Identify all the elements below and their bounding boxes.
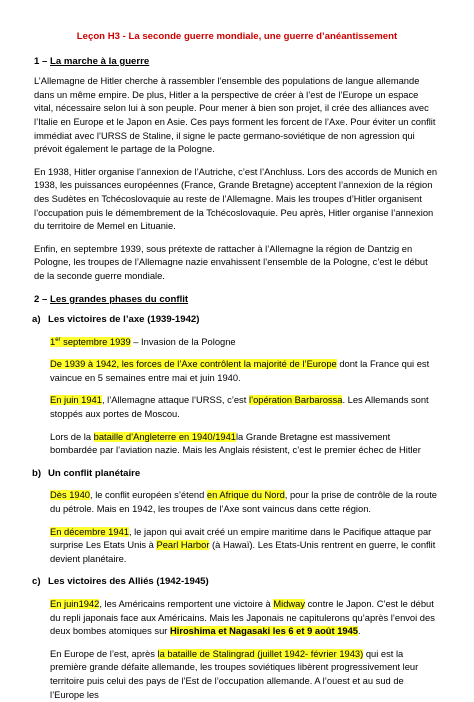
event-stalingrad: En Europe de l’est, après la bataille de Stalingrad (juillet 1942- février 1943) qui est la première grande défaite allemande, les troupes soviétiques libèrent progressivement leur territoire puis celui des pays de l’Est de l’occupation allemande. A l’ouest et au sud de l’Europe les: [50, 648, 419, 700]
event-invasion-pologne: 1er septembre 1939 – Invasion de la Pologne: [50, 336, 236, 347]
section-1-paragraph-3: Enfin, en septembre 1939, sous prétexte de rattacher à l’Allemagne la région de Dantzig en Pologne, les troupes de l’Allemagne nazie envahissent l’ensemble de la Pologne, c’est le début de la seconde guerre mondiale.: [34, 243, 428, 281]
highlight-text: Pearl Harbor: [156, 540, 210, 551]
section-1-paragraph-2: En 1938, Hitler organise l’annexion de l’Autriche, c’est l’Anchluss. Lors des accords de Munich en 1938, les puissances européennes (France, Grande Bretagne) acceptent l’annexion de la région des Sudètes en Tchécoslovaquie au reste de l’Allemagne. Mais les troupes d’Hitler organisent l’occupation puis le démembrement de la Tchécoslovaquie. Peu après, Hitler organise l’annexion du territoire de Memel en Lituanie.: [34, 166, 438, 232]
highlight-text: bataille d’Angleterre en 1940/1941: [93, 431, 236, 442]
event-barbarossa: En juin 1941, l’Allemagne attaque l’URSS, c’est l’opération Barbarossa. Les Allemands sont stoppés aux portes de Moscou.: [50, 395, 429, 420]
highlight-text: la bataille de Stalingrad (juillet 1942- février 1943): [157, 648, 364, 659]
subsection-b-title: Un conflit planétaire: [48, 467, 141, 479]
subsection-b-content: [34, 489, 440, 566]
highlight-date: 1er septembre 1939: [50, 336, 131, 347]
section-1-title: La marche à la guerre: [50, 55, 150, 67]
highlight-text: Midway: [273, 599, 306, 609]
subsection-c-heading: [34, 575, 440, 589]
subsection-c-content: [34, 598, 440, 702]
highlight-text-bold: Hiroshima et Nagasaki les 6 et 9 août 1945: [169, 626, 358, 637]
lesson-title: Leçon H3 - La seconde guerre mondiale, une guerre d’anéantissement: [76, 31, 398, 42]
subsection-a-content: [34, 336, 440, 458]
event-afrique-nord: Dès 1940, le conflit européen s’étend en Afrique du Nord, pour la prise de contrôle de la route du pétrole. Mais en 1942, les troupes de l’Axe sont vaincus dans cette région.: [50, 490, 437, 515]
section-1-paragraph-1: L’Allemagne de Hitler cherche à rassembler l’ensemble des populations de langue allemande dans un même empire. De plus, Hitler a la perspective de créer à l’est de l’Europe un espace vital, nécessaire selon lui à son peuple. Pour mener à bien son projet, il crée des alliances avec l’Italie en Europe et le Japon en Asie. Ces pays forment les forcent de l’Axe. Pour éviter un conflit immédiat avec l’URSS de Staline, il signe le pacte germano-soviétique de non agression qui prévoit également le partage de la Pologne.: [34, 76, 436, 155]
subsection-c-letter: c): [32, 576, 41, 588]
event-bataille-angleterre: Lors de la bataille d’Angleterre en 1940/1941la Grande Bretagne est massivement bombardée par l’aviation nazie. Mais les Anglais résistent, c’est le premier échec de Hitler: [50, 431, 421, 456]
section-2-title: Les grandes phases du conflit: [50, 293, 189, 305]
highlight-date: En juin 1941: [50, 395, 102, 406]
highlight-text: en Afrique du Nord: [206, 490, 285, 501]
highlight-date: Dès 1940: [50, 490, 90, 501]
event-controle-europe: De 1939 à 1942, les forces de l’Axe contrôlent la majorité de l’Europe dont la France qui est vaincue en 5 semaines entre mai et juin 1940.: [50, 359, 430, 383]
event-pearl-harbor: En décembre 1941, le japon qui avait créé un empire maritime dans le Pacifique attaque par surprise Les Etats Unis à Pearl Harbor (à Hawaï). Les Etats-Unis rentrent en guerre, le conflit devient planétaire.: [50, 526, 436, 564]
highlight-date: En juin1942: [50, 599, 100, 609]
section-2-number: 2 –: [34, 293, 51, 305]
highlight-text: De 1939 à 1942, les forces de l’Axe contrôlent la majorité de l’Europe: [50, 359, 337, 370]
event-midway: En juin1942, les Américains remportent une victoire à Midway contre le Japon. C’est le début du repli japonais face aux Américains. Mais les Japonais ne capitulerons qu’après l’envoi des deux bombes atomiques sur Hiroshima et Nagasaki les 6 et 9 août 1945.: [50, 599, 435, 637]
section-1-number: 1 –: [34, 55, 51, 67]
subsection-b-heading: [34, 467, 440, 481]
subsection-a-letter: a): [32, 314, 41, 326]
section-1-heading: [34, 55, 440, 69]
section-2-heading: [34, 293, 440, 307]
subsection-c-title: Les victoires des Alliés (1942-1945): [48, 576, 209, 588]
highlight-text: l’opération Barbarossa: [248, 395, 343, 406]
subsection-a-title: Les victoires de l’axe (1939-1942): [48, 314, 200, 326]
subsection-a-heading: [34, 313, 440, 327]
subsection-b-letter: b): [32, 467, 42, 479]
highlight-date: En décembre 1941: [50, 526, 129, 537]
